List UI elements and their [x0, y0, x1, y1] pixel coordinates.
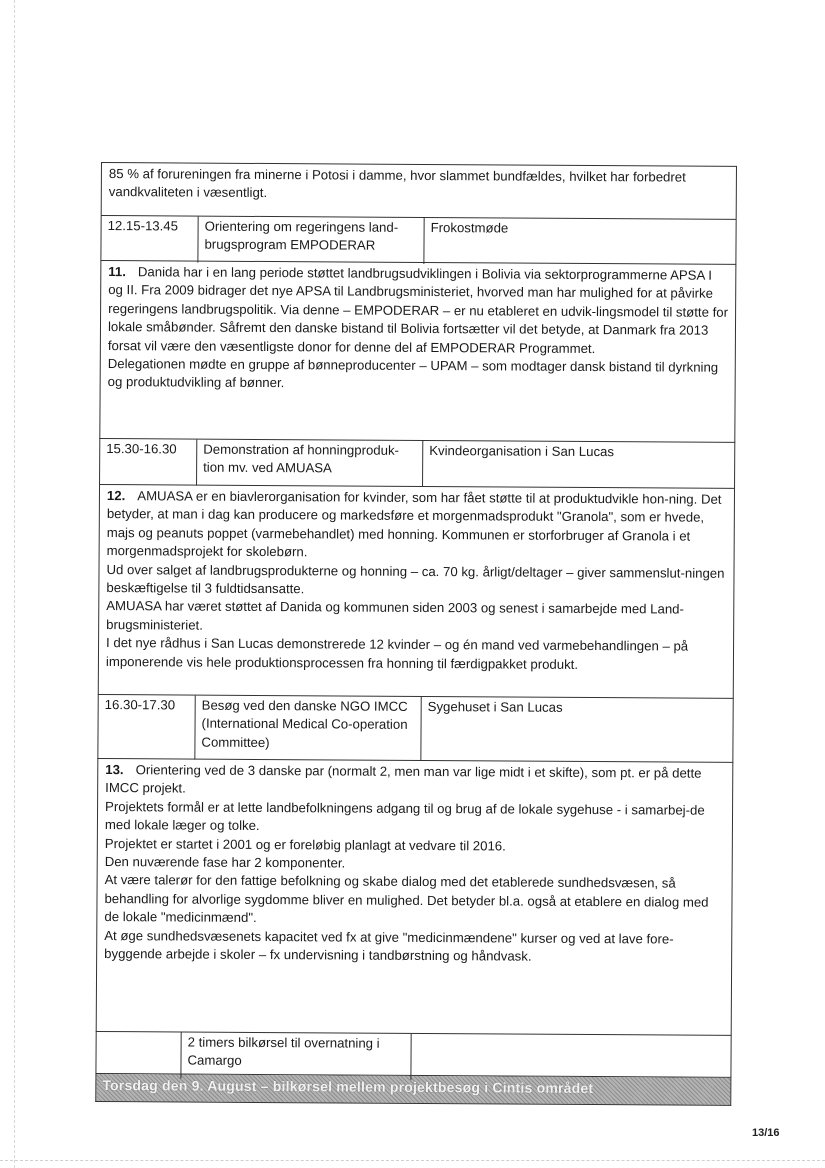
place-cell: Kvindeorganisation i San Lucas: [422, 441, 734, 489]
paragraph: Projektets formål er at lette landbefolkningens adgang til og brug af de lokale sygehuse - i samarbej-de med lokale læger og tolke.: [104, 798, 705, 834]
day-heading-band: Torsdag den 9. August – bilkørsel mellem projektbesøg i Cintis området: [95, 1074, 731, 1106]
page-edge-bottom: [0, 1160, 825, 1161]
time-cell: [96, 1032, 180, 1078]
text-block-pollution: [101, 162, 737, 220]
paragraph: At øge sundhedsvæsenets kapacitet ved fx at give "medicinmændene" kurser og ved at lave fore-byggende arbejde i skoler – fx undervisning i tandbørstning og håndvask.: [104, 927, 674, 964]
document-sheet: [95, 162, 737, 1106]
paragraph: Projektet er startet i 2001 og er foreløbig planlagt at vedvare til 2016.: [104, 835, 506, 854]
paragraph: Ud over salget af landbrugsprodukterne og honning – ca. 70 kg. årligt/deltager – giver sammenslut-ningen beskæftigelse til 3 fuldtidsansatte.: [106, 561, 725, 597]
activity-cell: Besøg ved den danske NGO IMCC (International Medical Co-operation Committee): [194, 696, 420, 762]
schedule-row-camargo: [95, 1032, 731, 1078]
activity-cell: 2 timers bilkørsel til overnatning i Camargo: [180, 1033, 410, 1080]
page-edge-left: [14, 0, 15, 1168]
place-cell: Frokostmøde: [423, 218, 735, 266]
page-number: 13/16: [752, 1127, 780, 1139]
text-block-11: [99, 261, 736, 443]
paragraph-text: Danida har i en lang periode støttet landbrugsudviklingen i Bolivia via sektorprogrammerne APSA I og II. Fra 2009 bidrager det nye APSA til Landbrugsministeriet, hvorved man har mulighed for at påvirke regeringens landbrugspolitik. Via denne – EMPODERAR – er nu etableret en udvik-lingsmodel til støtte for lokale småbønder. Såfremt den danske bistand til Bolivia fortsætter vil det betyde, at Danmark fra 2013 forsat vil være den væsentligste donor for denne del af EMPODERAR Programmet.: [107, 264, 729, 356]
paragraph: Delegationen mødte en gruppe af bønneproducenter – UPAM – som modtager dansk bistand til dyrkning og produktudvikling af bønner.: [107, 356, 719, 391]
time-cell: 12.15-13.45: [107, 218, 179, 234]
activity-cell: Orientering om regeringens land-brugsprogram EMPODERAR: [197, 217, 423, 264]
pollution-text: 85 % af forureningen fra minerne i Potosi i damme, hvor slammet bundfældes, hvilket har forbedret vandkvaliteten i væsentligt.: [108, 166, 686, 201]
time-cell: 16.30-17.30: [104, 697, 176, 713]
item-number: 13.: [105, 762, 124, 778]
paragraph-text: Orientering ved de 3 danske par (normalt 2, men man var lige midt i et skifte), som pt. er på dette IMCC projekt.: [105, 762, 702, 796]
paragraph: [107, 487, 727, 564]
text-block-13: [96, 759, 734, 1036]
time-cell: 15.30-16.30: [106, 441, 177, 457]
item-number: 12.: [106, 488, 126, 504]
text-block-12: [98, 485, 735, 699]
paragraph: [105, 761, 725, 802]
item-number: 11.: [108, 264, 126, 280]
paragraph: Den nuværende fase har 2 komponenter.: [104, 854, 346, 871]
paragraph: At være talerør for den fattige befolkning og skabe dialog med det etablerede sundhedsvæsen, så behandling for alvorlige sygdomme bliver en mulighed. Det betyder bl.a. også at etablere en dialog med de lokale "medicinmænd".: [104, 872, 709, 926]
paragraph: AMUASA har været støttet af Danida og kommunen siden 2003 og senest i samarbejde med Land-brugsministeriet.: [106, 598, 684, 633]
place-cell: [410, 1034, 730, 1082]
schedule-row-amuasa: [99, 439, 735, 489]
paragraph: I det nye rådhus i San Lucas demonstrerede 12 kvinder – og én mand ved varmebehandlingen – på imponerende vis hele produktionsprocessen fra honning til færdigpakket produkt.: [105, 635, 689, 672]
activity-cell: Demonstration af honningproduk-tion mv. ved AMUASA: [196, 440, 422, 487]
schedule-row-empoderar: [100, 216, 736, 265]
schedule-row-imcc: [97, 695, 733, 763]
place-cell: Sygehuset i San Lucas: [420, 697, 732, 763]
paragraph: [108, 263, 729, 359]
paragraph-text: AMUASA er en biavlerorganisation for kvinder, som har fået støtte til at produktudvikle hon-ning. Det betyder, at man i dag kan producere og markedsføre et morgenmadsprodukt "Granola", som er hvede, majs og peanuts poppet (varmebehandlet) med honning. Kommunen er storforbruger af Granola i et morgenmadsprojekt for skolebørn.: [106, 488, 722, 560]
